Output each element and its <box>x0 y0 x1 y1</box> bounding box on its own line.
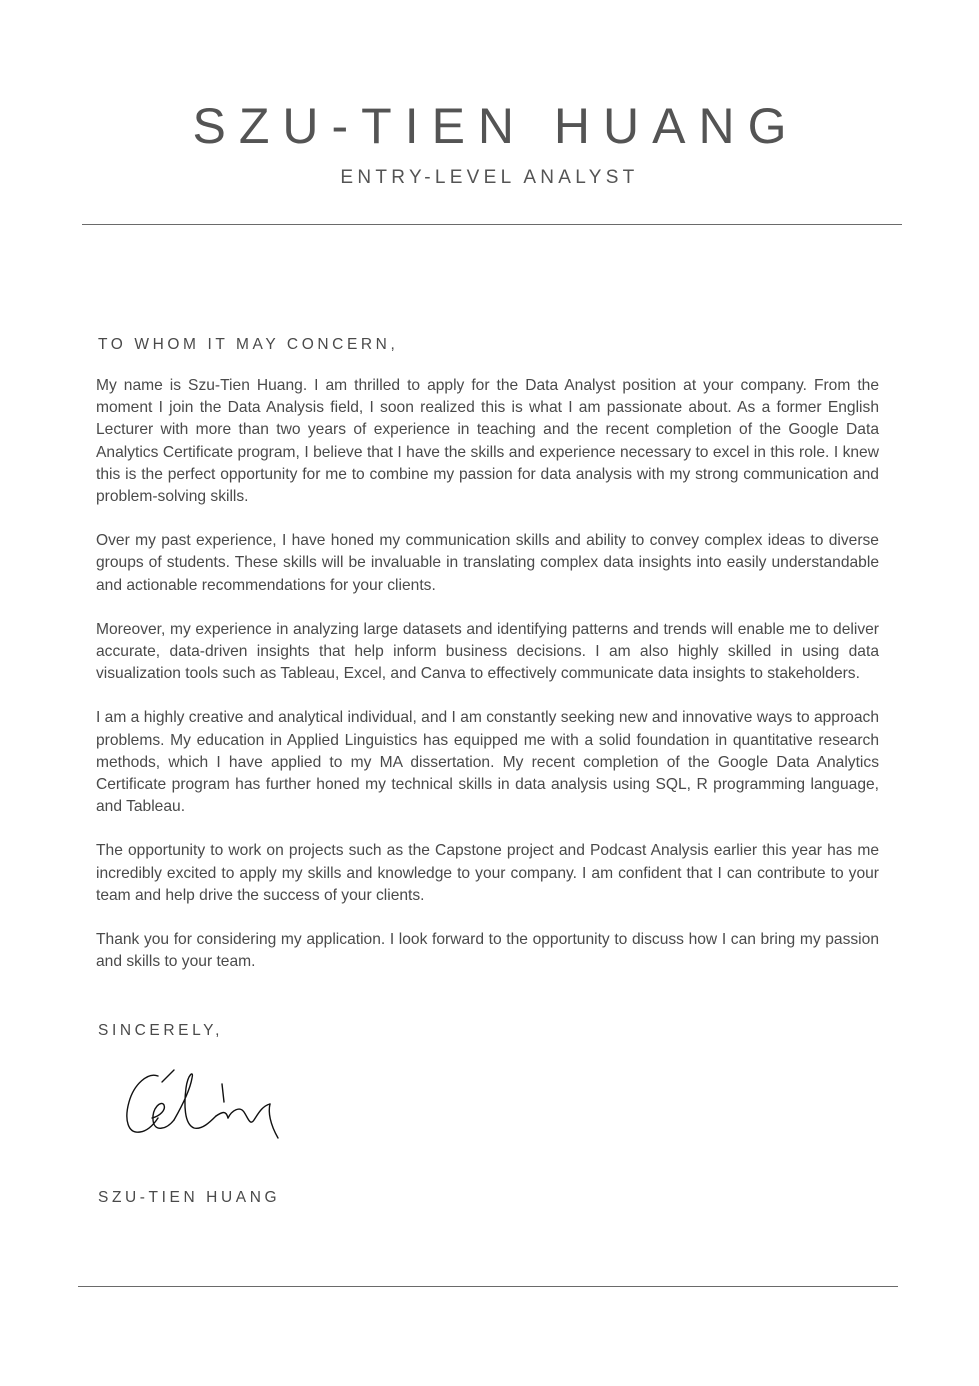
closing: SINCERELY, <box>98 1022 224 1039</box>
salutation: TO WHOM IT MAY CONCERN, <box>98 336 399 353</box>
paragraph-intro: My name is Szu-Tien Huang. I am thrilled to apply for the Data Analyst position at your company. From the moment I join the Data Analysis field, I soon realized this is what I am passionate about. As a former English Lecturer with more than two years of experience in teaching and the recent completion of the Google Data Analytics Certificate program, I believe that I have the skills and experience necessary to excel in this role. I knew this is the perfect opportunity for me to combine my passion for data analysis with my strong communication and problem-solving skills. <box>96 377 879 506</box>
letter-body <box>96 375 879 995</box>
applicant-name: SZU-TIEN HUANG <box>192 98 800 154</box>
paragraph-analysis: Moreover, my experience in analyzing large datasets and identifying patterns and trends will enable me to deliver accurate, data-driven insights that help inform business decisions. I am also highly skilled in using data visualization tools such as Tableau, Excel, and Canva to effectively communicate data insights to stakeholders. <box>96 620 879 683</box>
handwritten-signature <box>118 1062 308 1152</box>
paragraph-thanks: Thank you for considering my application. I look forward to the opportunity to discuss how I can bring my passion and skills to your team. <box>96 931 879 971</box>
job-title: ENTRY-LEVEL ANALYST <box>340 167 639 188</box>
paragraph-education: I am a highly creative and analytical individual, and I am constantly seeking new and innovative ways to approach problems. My education in Applied Linguistics has equipped me with a solid foundation in quantitative research methods, which I have applied to my MA dissertation. My recent completion of the Google Data Analytics Certificate program has further honed my technical skills in data analysis using SQL, R programming language, and Tableau. <box>96 709 879 816</box>
footer-divider <box>78 1286 898 1287</box>
paragraph-communication: Over my past experience, I have honed my communication skills and ability to convey complex ideas to diverse groups of students. These skills will be invaluable in translating complex data insights into easily understandable and actionable recommendations for your clients. <box>96 532 879 594</box>
signer-name: SZU-TIEN HUANG <box>98 1189 281 1206</box>
paragraph-projects: The opportunity to work on projects such as the Capstone project and Podcast Analysis earlier this year has me incredibly excited to apply my skills and knowledge to your company. I am confident that I can contribute to your team and help drive the success of your clients. <box>96 842 879 904</box>
header-divider <box>82 224 902 225</box>
